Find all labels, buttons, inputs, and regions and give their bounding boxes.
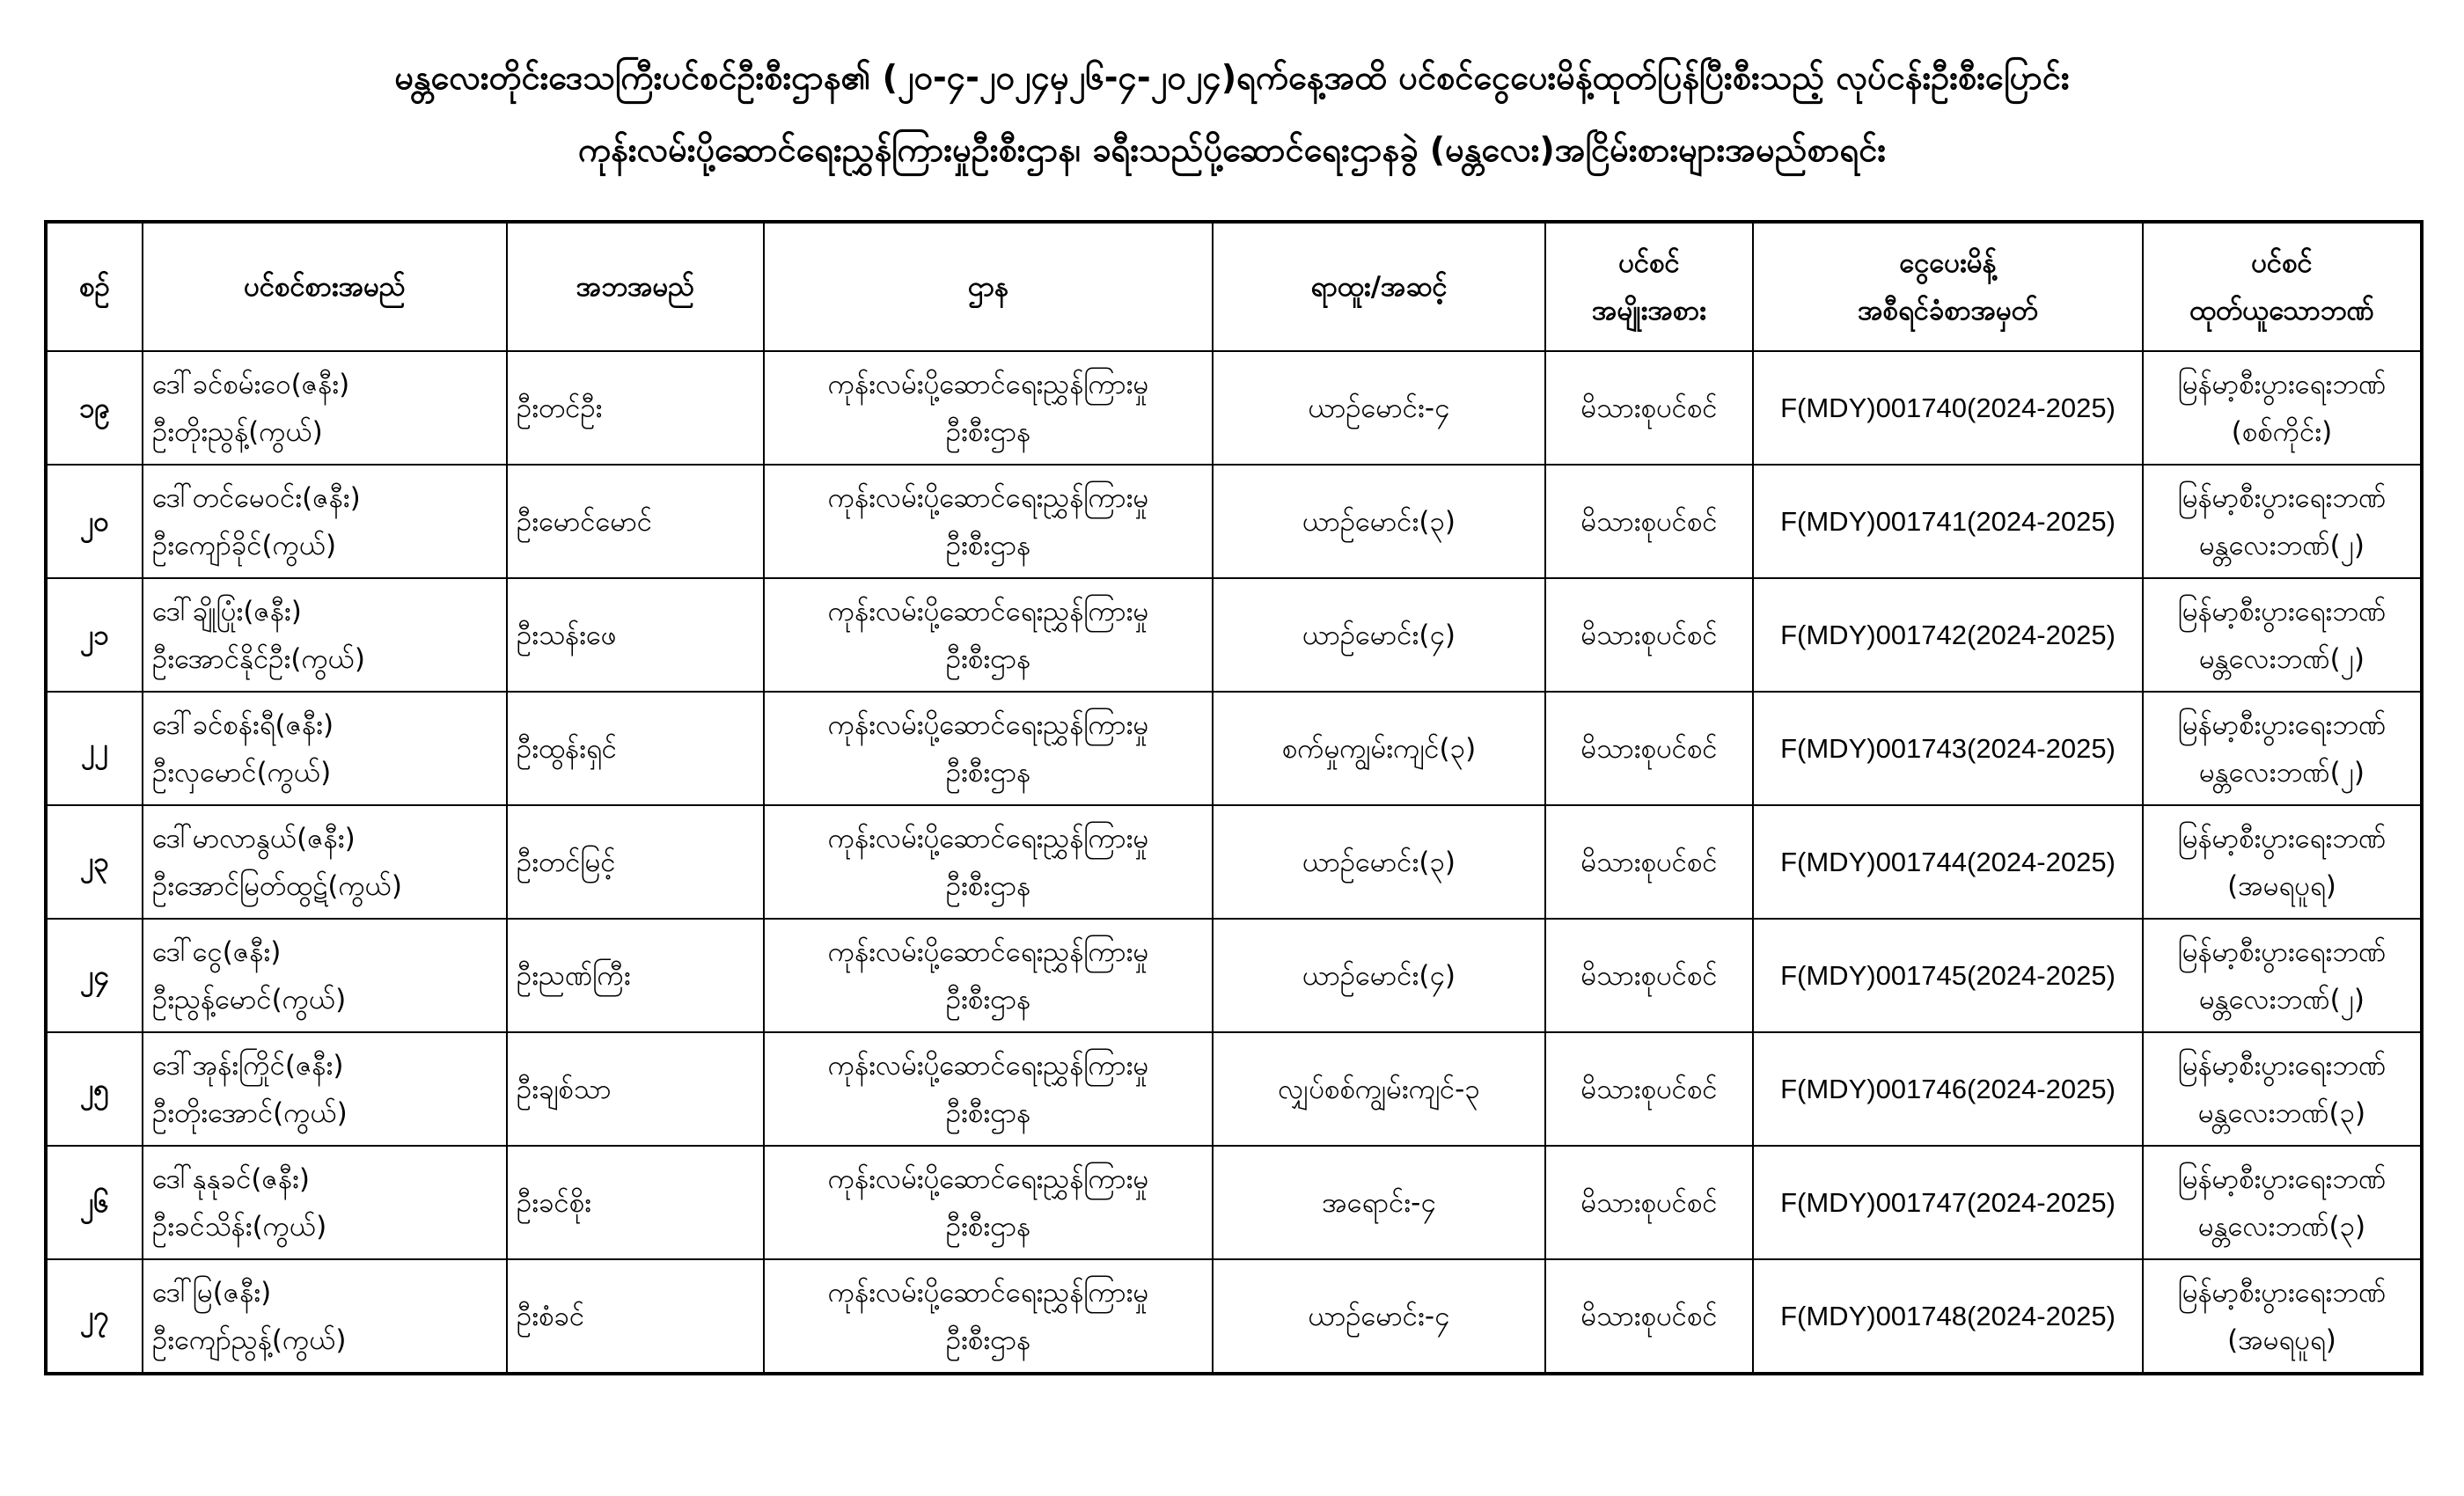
cell-text-order-no: F(MDY)001743(2024-2025): [1780, 732, 2116, 764]
table-row: [46, 1146, 2422, 1259]
cell-pension-type: [1545, 465, 1753, 578]
cell-order-no: [1753, 578, 2143, 692]
cell-text-order-no: F(MDY)001746(2024-2025): [1780, 1073, 2116, 1104]
cell-father-name: [507, 805, 764, 919]
cell-text-bank-line2: မန္တလေးဘဏ်(၂): [2199, 756, 2365, 788]
cell-order-no: [1753, 1032, 2143, 1146]
cell-text-rank: ယာဉ်မောင်း-၄: [1308, 1300, 1450, 1332]
header-pensioner-name: ပင်စင်စားအမည်: [143, 222, 507, 351]
cell-rank: [1213, 578, 1545, 692]
cell-bank: [2143, 1146, 2422, 1259]
cell-rank: [1213, 692, 1545, 805]
cell-text-dept-line1: ကုန်းလမ်းပို့ဆောင်ရေးညွှန်ကြားမှု: [827, 481, 1149, 514]
cell-bank: [2143, 805, 2422, 919]
header-rank: ရာထူး/အဆင့်: [1213, 222, 1545, 351]
cell-rank: [1213, 1032, 1545, 1146]
cell-text-sr: ၂၅: [80, 1073, 109, 1105]
cell-text-dept-line2: ဦးစီးဌာန: [945, 983, 1031, 1016]
cell-sr: [46, 578, 143, 692]
cell-department: [764, 351, 1213, 465]
cell-text-name-line1: ဒေါ်မြ(ဇနီး): [152, 1276, 272, 1309]
cell-text-dept-line2: ဦးစီးဌာန: [945, 529, 1031, 561]
cell-text-father: ဦးတင်မြင့်: [517, 846, 616, 878]
cell-text-bank-line1: မြန်မာ့စီးပွားရေးဘဏ်: [2177, 481, 2387, 514]
cell-father-name: [507, 465, 764, 578]
cell-text-dept-line2: ဦးစီးဌာန: [945, 1210, 1031, 1243]
cell-text-name-line2: ဦးကျော်ညွန့်(ကွယ်): [152, 1324, 347, 1356]
cell-pension-type: [1545, 1146, 1753, 1259]
cell-text-sr: ၂၇: [80, 1300, 109, 1332]
cell-department: [764, 465, 1213, 578]
table-row: [46, 919, 2422, 1032]
cell-text-bank-line1: မြန်မာ့စီးပွားရေးဘဏ်: [2177, 1276, 2387, 1309]
cell-pensioner-name: [143, 351, 507, 465]
cell-father-name: [507, 1032, 764, 1146]
cell-text-order-no: F(MDY)001747(2024-2025): [1780, 1186, 2116, 1218]
cell-text-rank: ယာဉ်မောင်း(၄): [1302, 619, 1456, 651]
cell-pensioner-name: [143, 1259, 507, 1374]
header-row: [46, 222, 2422, 351]
cell-pension-type: [1545, 1032, 1753, 1146]
cell-text-father: ဦးချစ်သာ: [517, 1073, 612, 1105]
table-row: [46, 578, 2422, 692]
cell-text-bank-line2: မန္တလေးဘဏ်(၂): [2199, 642, 2365, 675]
cell-text-sr: ၂၁: [80, 619, 109, 651]
cell-text-sr: ၁၉: [79, 392, 110, 424]
cell-text-name-line2: ဦးအောင်မြတ်ထွဋ်(ကွယ်): [152, 869, 402, 902]
cell-sr: [46, 805, 143, 919]
cell-text-bank-line2: (အမရပူရ): [2227, 1324, 2336, 1356]
cell-order-no: [1753, 1259, 2143, 1374]
cell-pension-type: [1545, 805, 1753, 919]
cell-bank: [2143, 578, 2422, 692]
cell-text-name-line2: ဦးခင်သိန်း(ကွယ်): [152, 1210, 327, 1243]
cell-text-rank: ယာဉ်မောင်း(၃): [1302, 846, 1456, 878]
cell-sr: [46, 1032, 143, 1146]
cell-pensioner-name: [143, 465, 507, 578]
cell-sr: [46, 1259, 143, 1374]
cell-text-name-line2: ဦးတိုးညွန့်(ကွယ်): [152, 415, 323, 448]
cell-department: [764, 692, 1213, 805]
cell-text-bank-line1: မြန်မာ့စီးပွားရေးဘဏ်: [2177, 935, 2387, 968]
cell-text-sr: ၂၃: [80, 846, 109, 878]
cell-text-father: ဦးခင်စိုး: [517, 1186, 592, 1219]
cell-pension-type: [1545, 578, 1753, 692]
cell-text-order-no: F(MDY)001740(2024-2025): [1780, 392, 2116, 423]
table-header: [46, 222, 2422, 351]
cell-text-order-no: F(MDY)001744(2024-2025): [1780, 846, 2116, 877]
header-father-name: အဘအမည်: [507, 222, 764, 351]
header-department: ဌာန: [764, 222, 1213, 351]
cell-text-father: ဦးထွန်းရှင်: [517, 732, 617, 765]
cell-text-name-line2: ဦးတိုးအောင်(ကွယ်): [152, 1096, 348, 1129]
cell-text-dept-line2: ဦးစီးဌာန: [945, 756, 1031, 788]
cell-father-name: [507, 1146, 764, 1259]
cell-text-name-line2: ဦးလှမောင်(ကွယ်): [152, 756, 332, 788]
cell-father-name: [507, 692, 764, 805]
cell-father-name: [507, 1259, 764, 1374]
cell-text-type: မိသားစုပင်စင်: [1580, 392, 1718, 424]
cell-pension-type: [1545, 919, 1753, 1032]
cell-text-order-no: F(MDY)001748(2024-2025): [1780, 1300, 2116, 1331]
cell-sr: [46, 919, 143, 1032]
cell-department: [764, 1146, 1213, 1259]
cell-order-no: [1753, 919, 2143, 1032]
cell-text-bank-line1: မြန်မာ့စီးပွားရေးဘဏ်: [2177, 1162, 2387, 1195]
cell-text-bank-line1: မြန်မာ့စီးပွားရေးဘဏ်: [2177, 368, 2387, 400]
cell-text-dept-line2: ဦးစီးဌာန: [945, 1324, 1031, 1356]
cell-bank: [2143, 1259, 2422, 1374]
cell-text-type: မိသားစုပင်စင်: [1580, 959, 1718, 992]
cell-text-type: မိသားစုပင်စင်: [1580, 505, 1718, 538]
table-body: [46, 351, 2422, 1374]
cell-text-name-line1: ဒေါ်ခင်စန်းရီ(ဇနီး): [152, 708, 334, 741]
cell-text-bank-line2: (အမရပူရ): [2227, 869, 2336, 902]
table-row: [46, 805, 2422, 919]
cell-pensioner-name: [143, 919, 507, 1032]
cell-rank: [1213, 1259, 1545, 1374]
cell-text-dept-line2: ဦးစီးဌာန: [945, 1096, 1031, 1129]
cell-text-father: ဦးမောင်မောင်: [517, 505, 653, 538]
table-row: [46, 351, 2422, 465]
cell-pensioner-name: [143, 1032, 507, 1146]
cell-text-name-line1: ဒေါ်မာလာနွယ်(ဇနီး): [152, 822, 356, 854]
cell-pension-type: [1545, 692, 1753, 805]
cell-bank: [2143, 1032, 2422, 1146]
cell-text-sr: ၂၂: [81, 732, 108, 765]
cell-text-sr: ၂၄: [80, 959, 109, 992]
cell-text-sr: ၂၀: [80, 505, 109, 538]
cell-text-bank-line1: မြန်မာ့စီးပွားရေးဘဏ်: [2177, 1049, 2387, 1082]
cell-bank: [2143, 692, 2422, 805]
cell-text-name-line1: ဒေါ်အုန်းကြိုင်(ဇနီး): [152, 1049, 344, 1082]
cell-text-rank: ယာဉ်မောင်း(၄): [1302, 959, 1456, 992]
cell-pensioner-name: [143, 1146, 507, 1259]
cell-text-bank-line2: မန္တလေးဘဏ်(၃): [2197, 1096, 2366, 1129]
cell-rank: [1213, 1146, 1545, 1259]
cell-text-father: ဦးတင်ဦး: [517, 392, 603, 424]
cell-text-bank-line2: မန္တလေးဘဏ်(၂): [2199, 983, 2365, 1016]
cell-text-name-line2: ဦးအောင်နိုင်ဦး(ကွယ်): [152, 642, 365, 675]
cell-text-bank-line1: မြန်မာ့စီးပွားရေးဘဏ်: [2177, 822, 2387, 854]
cell-text-type: မိသားစုပင်စင်: [1580, 1073, 1718, 1105]
title-line-1: မန္တလေးတိုင်းဒေသကြီးပင်စင်ဦးစီးဌာန၏ (၂၀-၄-၂၀၂၄မှ၂၆-၄-၂၀၂၄)ရက်နေ့အထိ ပင်စင်ငွေပေးမိန့်ထုတ်ပြန်ပြီးစီးသည့် လုပ်ငန်းဦးစီးပြောင်း: [394, 58, 2070, 97]
cell-text-type: မိသားစုပင်စင်: [1580, 1300, 1718, 1332]
cell-text-dept-line1: ကုန်းလမ်းပို့ဆောင်ရေးညွှန်ကြားမှု: [827, 595, 1149, 627]
cell-text-type: မိသားစုပင်စင်: [1580, 846, 1718, 878]
cell-text-name-line2: ဦးကျော်ခိုင်(ကွယ်): [152, 529, 337, 561]
cell-pensioner-name: [143, 692, 507, 805]
header-bank: ပင်စင် ထုတ်ယူသောဘဏ်: [2143, 222, 2422, 351]
cell-bank: [2143, 465, 2422, 578]
cell-father-name: [507, 351, 764, 465]
pension-table: [44, 220, 2424, 1375]
cell-department: [764, 919, 1213, 1032]
cell-text-bank-line2: (စစ်ကိုင်း): [2231, 415, 2333, 448]
cell-order-no: [1753, 692, 2143, 805]
cell-bank: [2143, 919, 2422, 1032]
cell-text-rank: ယာဉ်မောင်း(၃): [1302, 505, 1456, 538]
header-pension-type: ပင်စင် အမျိုးအစား: [1545, 222, 1753, 351]
table-row: [46, 465, 2422, 578]
cell-text-dept-line1: ကုန်းလမ်းပို့ဆောင်ရေးညွှန်ကြားမှု: [827, 708, 1149, 741]
cell-text-rank: လျှပ်စစ်ကျွမ်းကျင်-၃: [1278, 1073, 1480, 1105]
title-line-2: ကုန်းလမ်းပို့ဆောင်ရေးညွှန်ကြားမှုဦးစီးဌာန၊ ခရီးသည်ပို့ဆောင်ရေးဌာနခွဲ (မန္တလေး)အငြိမ်းစားများအမည်စာရင်း: [577, 130, 1886, 169]
cell-text-father: ဦးသန်းဖေ: [517, 619, 617, 651]
cell-text-dept-line2: ဦးစီးဌာန: [945, 869, 1031, 902]
cell-text-order-no: F(MDY)001745(2024-2025): [1780, 959, 2116, 991]
cell-text-name-line2: ဦးညွန့်မောင်(ကွယ်): [152, 983, 347, 1016]
cell-text-type: မိသားစုပင်စင်: [1580, 1186, 1718, 1219]
cell-text-dept-line1: ကုန်းလမ်းပို့ဆောင်ရေးညွှန်ကြားမှု: [827, 368, 1149, 400]
cell-father-name: [507, 578, 764, 692]
cell-text-rank: အရောင်း-၄: [1322, 1186, 1436, 1219]
cell-text-rank: စက်မှုကျွမ်းကျင်(၃): [1281, 732, 1477, 765]
cell-text-name-line1: ဒေါ်ချိုပြုံး(ဇနီး): [152, 595, 302, 627]
cell-order-no: [1753, 465, 2143, 578]
header-sr: စဉ်: [46, 222, 143, 351]
cell-text-order-no: F(MDY)001741(2024-2025): [1780, 505, 2116, 537]
cell-text-rank: ယာဉ်မောင်း-၄: [1308, 392, 1450, 424]
cell-text-dept-line1: ကုန်းလမ်းပို့ဆောင်ရေးညွှန်ကြားမှု: [827, 1276, 1149, 1309]
cell-text-father: ဦးစံခင်: [517, 1300, 585, 1332]
cell-father-name: [507, 919, 764, 1032]
cell-text-name-line1: ဒေါ်ခင်စမ်းဝေ(ဇနီး): [152, 368, 350, 400]
cell-order-no: [1753, 805, 2143, 919]
cell-pension-type: [1545, 351, 1753, 465]
cell-pensioner-name: [143, 805, 507, 919]
cell-bank: [2143, 351, 2422, 465]
cell-department: [764, 1032, 1213, 1146]
cell-sr: [46, 465, 143, 578]
cell-sr: [46, 1146, 143, 1259]
cell-text-type: မိသားစုပင်စင်: [1580, 732, 1718, 765]
cell-rank: [1213, 919, 1545, 1032]
cell-text-name-line1: ဒေါ်ငွေ(ဇနီး): [152, 935, 282, 968]
cell-text-bank-line2: မန္တလေးဘဏ်(၃): [2197, 1210, 2366, 1243]
cell-rank: [1213, 351, 1545, 465]
cell-text-name-line1: ဒေါ်တင်မေဝင်း(ဇနီး): [152, 481, 361, 514]
cell-text-order-no: F(MDY)001742(2024-2025): [1780, 619, 2116, 650]
document-title: [0, 55, 2464, 172]
cell-text-father: ဦးညဏ်ကြီး: [517, 959, 631, 992]
cell-text-dept-line1: ကုန်းလမ်းပို့ဆောင်ရေးညွှန်ကြားမှု: [827, 935, 1149, 968]
cell-text-dept-line1: ကုန်းလမ်းပို့ဆောင်ရေးညွှန်ကြားမှု: [827, 1162, 1149, 1195]
cell-text-dept-line2: ဦးစီးဌာန: [945, 642, 1031, 675]
table-row: [46, 692, 2422, 805]
table-row: [46, 1032, 2422, 1146]
cell-rank: [1213, 805, 1545, 919]
cell-sr: [46, 351, 143, 465]
cell-text-bank-line1: မြန်မာ့စီးပွားရေးဘဏ်: [2177, 595, 2387, 627]
cell-text-type: မိသားစုပင်စင်: [1580, 619, 1718, 651]
cell-text-dept-line1: ကုန်းလမ်းပို့ဆောင်ရေးညွှန်ကြားမှု: [827, 822, 1149, 854]
cell-order-no: [1753, 351, 2143, 465]
cell-text-dept-line2: ဦးစီးဌာန: [945, 415, 1031, 448]
header-order-no: ငွေပေးမိန့် အစီရင်ခံစာအမှတ်: [1753, 222, 2143, 351]
cell-sr: [46, 692, 143, 805]
cell-text-sr: ၂၆: [80, 1186, 109, 1219]
cell-text-dept-line1: ကုန်းလမ်းပို့ဆောင်ရေးညွှန်ကြားမှု: [827, 1049, 1149, 1082]
cell-order-no: [1753, 1146, 2143, 1259]
table-row: [46, 1259, 2422, 1374]
cell-text-bank-line2: မန္တလေးဘဏ်(၂): [2199, 529, 2365, 561]
cell-department: [764, 578, 1213, 692]
cell-text-name-line1: ဒေါ်နုနုခင်(ဇနီး): [152, 1162, 310, 1195]
cell-pension-type: [1545, 1259, 1753, 1374]
cell-rank: [1213, 465, 1545, 578]
cell-pensioner-name: [143, 578, 507, 692]
cell-department: [764, 1259, 1213, 1374]
cell-department: [764, 805, 1213, 919]
cell-text-bank-line1: မြန်မာ့စီးပွားရေးဘဏ်: [2177, 708, 2387, 741]
